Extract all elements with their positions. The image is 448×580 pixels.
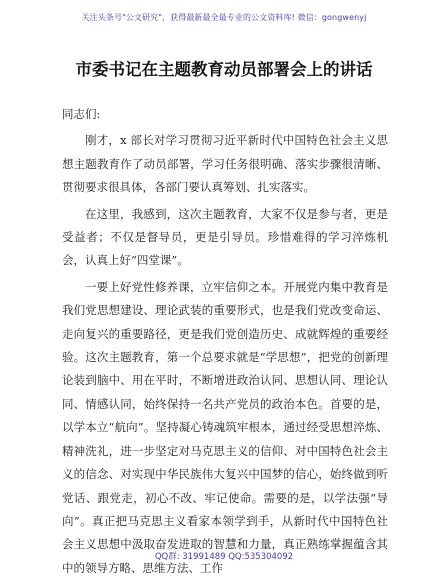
paragraph: 一要上好党性修养课，立牢信仰之本。开展党内集中教育是我们党思想建设、理论武装的重要形式，也是我们党改变命运、走向复兴的重要路径，更是我们党创造历史、成就辉煌的重要经验。这次主题教育，第一个总要求就是“学思想”，把党的创新理论装到脑中、用在平时，不断增进政治认同、思想认同、理论认同、情感认同，始终保持一名共产党员的政治本色。首要的是，以学本立“航向”。坚持凝心铸魂筑牢根本，通过经受思想淬炼、精神洗礼，进一步坚定对马克思主义的信仰、对中国特色社会主义的信念、对实现中华民族伟大复兴中国梦的信心，始终做到听党话、跟党走，初心不改、牢记使命。需要的是，以学法强“导向”。真正把马克思主义看家本领学到手，从新时代中国特色社会主义思想中汲取奋发进取的智慧和力量，真正熟练掌握蕴含其中的领导方略、思维方法、工作: [62, 279, 388, 575]
document-title: 市委书记在主题教育动员部署会上的讲话: [75, 60, 373, 79]
promo-banner: 关注头条号"公文研究"，获得最新最全最专业的公文资料库! 微信：gongwenyj: [81, 13, 367, 22]
paragraph: 刚才，x 部长对学习贯彻习近平新时代中国特色社会主义思想主题教育作了动员部署，学习任务很明确、落实步骤很清晰、贯彻要求很具体，各部门要认真筹划、扎实落实。: [62, 133, 388, 195]
contact-footer: QQ群: 31991489 QQ:535304092: [154, 552, 294, 562]
document-body: [62, 103, 388, 580]
salutation: 同志们:: [62, 107, 101, 121]
paragraph: 在这里，我感到，这次主题教育，大家不仅是参与者，更是受益者；不仅是督导员，更是引导员。珍惜难得的学习淬炼机会，认真上好“四堂课”。: [62, 206, 388, 268]
